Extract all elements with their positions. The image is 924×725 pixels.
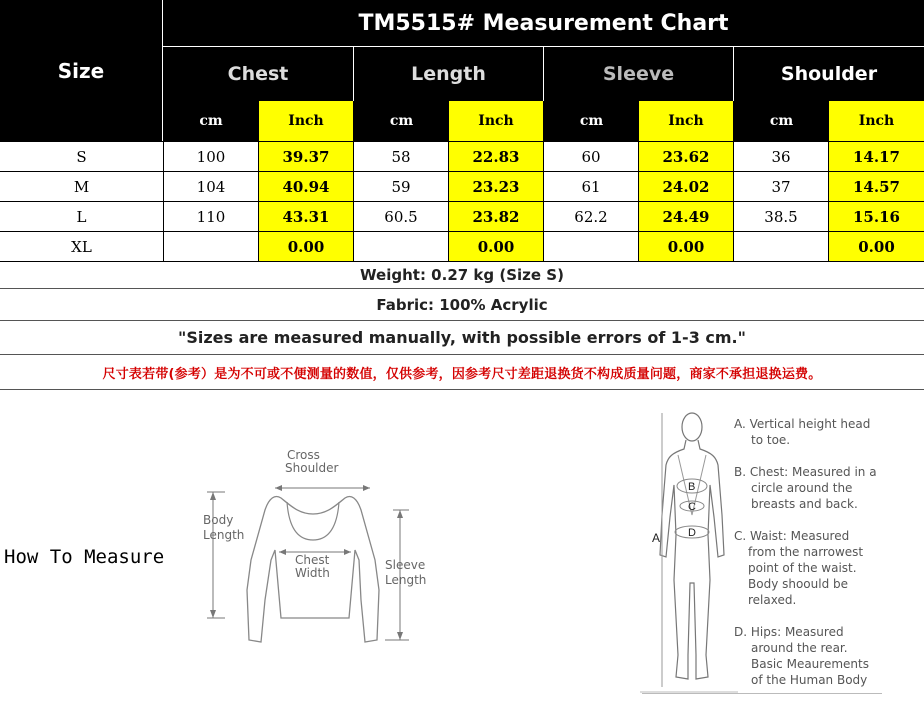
marker-b: B [688, 481, 696, 493]
group-label: Sleeve [602, 63, 675, 85]
legend-d-2: around the rear. [751, 641, 848, 655]
body-diagram [640, 405, 740, 695]
table-cell: 60 [544, 142, 639, 172]
note-row [0, 321, 924, 355]
chest-width-label-2: Width [295, 566, 330, 580]
table-cell: 0.00 [259, 232, 354, 262]
cn-note-row [0, 355, 924, 390]
how-to-measure-label: How To Measure [4, 546, 165, 568]
legend-c-5: relaxed. [748, 593, 797, 607]
legend-a-2: to toe. [751, 433, 791, 447]
table-cell: 23.23 [449, 172, 544, 202]
table-cell: 58 [354, 142, 449, 172]
unit-inch: Inch [259, 101, 354, 141]
legend-a-1: A. Vertical height head [734, 417, 871, 431]
size-cell: XL [0, 232, 164, 262]
table-cell: 22.83 [449, 142, 544, 172]
cross-shoulder-label-1: Cross [287, 448, 320, 462]
garment-diagram [195, 440, 445, 650]
body-length-label-1: Body [203, 513, 234, 527]
size-cell: S [0, 142, 164, 172]
unit-cm: cm [163, 101, 259, 141]
table-cell [544, 232, 639, 262]
group-header-shoulder [734, 47, 924, 101]
weight-row [0, 261, 924, 289]
unit-cm: cm [354, 101, 449, 141]
legend-b-2: circle around the [751, 481, 853, 495]
group-header-chest [163, 47, 354, 101]
legend-c-3: point of the waist. [748, 561, 857, 575]
table-cell: 38.5 [734, 202, 829, 232]
table-cell: 60.5 [354, 202, 449, 232]
table-cell: 104 [164, 172, 259, 202]
group-label: Length [411, 63, 486, 85]
size-cell: L [0, 202, 164, 232]
legend-d-3: Basic Meaurements [751, 657, 869, 671]
size-cell: M [0, 172, 164, 202]
sleeve-length-label-2: Length [385, 573, 427, 587]
table-cell: 0.00 [829, 232, 924, 262]
unit-inch: Inch [449, 101, 544, 141]
unit-inch: Inch [829, 101, 924, 141]
table-cell: 39.37 [259, 142, 354, 172]
table-cell: 24.02 [639, 172, 734, 202]
note-text: "Sizes are measured manually, with possible errors of 1-3 cm." [178, 328, 746, 347]
group-label: Shoulder [780, 63, 878, 85]
table-cell: 15.16 [829, 202, 924, 232]
legend-b-3: breasts and back. [751, 497, 858, 511]
chest-width-label-1: Chest [295, 553, 330, 567]
table-cell: 110 [164, 202, 259, 232]
fabric-row [0, 289, 924, 321]
table-cell: 0.00 [639, 232, 734, 262]
table-cell: 0.00 [449, 232, 544, 262]
table-cell: 59 [354, 172, 449, 202]
table-cell: 62.2 [544, 202, 639, 232]
legend-c-1: C. Waist: Measured [734, 529, 850, 543]
legend-d-1: D. Hips: Measured [734, 625, 844, 639]
group-header-length [354, 47, 544, 101]
table-cell: 100 [164, 142, 259, 172]
legend-b-1: B. Chest: Measured in a [734, 465, 877, 479]
table-cell [354, 232, 449, 262]
table-cell: 24.49 [639, 202, 734, 232]
legend-c-4: Body shoould be [748, 577, 849, 591]
table-cell: 61 [544, 172, 639, 202]
table-cell [734, 232, 829, 262]
table-cell: 14.17 [829, 142, 924, 172]
marker-a: A [652, 531, 661, 545]
table-cell: 40.94 [259, 172, 354, 202]
marker-c: C [688, 501, 696, 513]
size-header-cell [0, 0, 163, 141]
unit-cm: cm [734, 101, 829, 141]
group-label: Chest [227, 63, 289, 85]
table-cell: 36 [734, 142, 829, 172]
unit-cm: cm [544, 101, 639, 141]
table-cell: 43.31 [259, 202, 354, 232]
table-cell: 37 [734, 172, 829, 202]
body-length-label-2: Length [203, 528, 245, 542]
table-cell [164, 232, 259, 262]
table-cell: 23.82 [449, 202, 544, 232]
table-cell: 23.62 [639, 142, 734, 172]
chart-title: TM5515# Measurement Chart [358, 10, 729, 36]
body-base-line [642, 693, 882, 694]
group-header-sleeve [544, 47, 734, 101]
fabric-text: Fabric: 100% Acrylic [376, 295, 548, 314]
measurement-legend [734, 416, 914, 688]
unit-inch: Inch [639, 101, 734, 141]
table-cell: 14.57 [829, 172, 924, 202]
sleeve-length-label-1: Sleeve [385, 558, 426, 572]
legend-c-2: from the narrowest [748, 545, 864, 559]
table-body [0, 141, 924, 261]
weight-text: Weight: 0.27 kg (Size S) [360, 265, 564, 284]
chart-title-cell [163, 0, 924, 47]
legend-d-4: of the Human Body [751, 673, 868, 687]
cn-note-text: 尺寸表若带(参考）是为不可或不便测量的数值，仅供参考，因参考尺寸差距退换货不构成质量问题，商家不承担退换运费。 [102, 366, 822, 382]
marker-d: D [688, 527, 696, 539]
cross-shoulder-label-2: Shoulder [285, 461, 339, 475]
size-header: Size [57, 58, 105, 83]
